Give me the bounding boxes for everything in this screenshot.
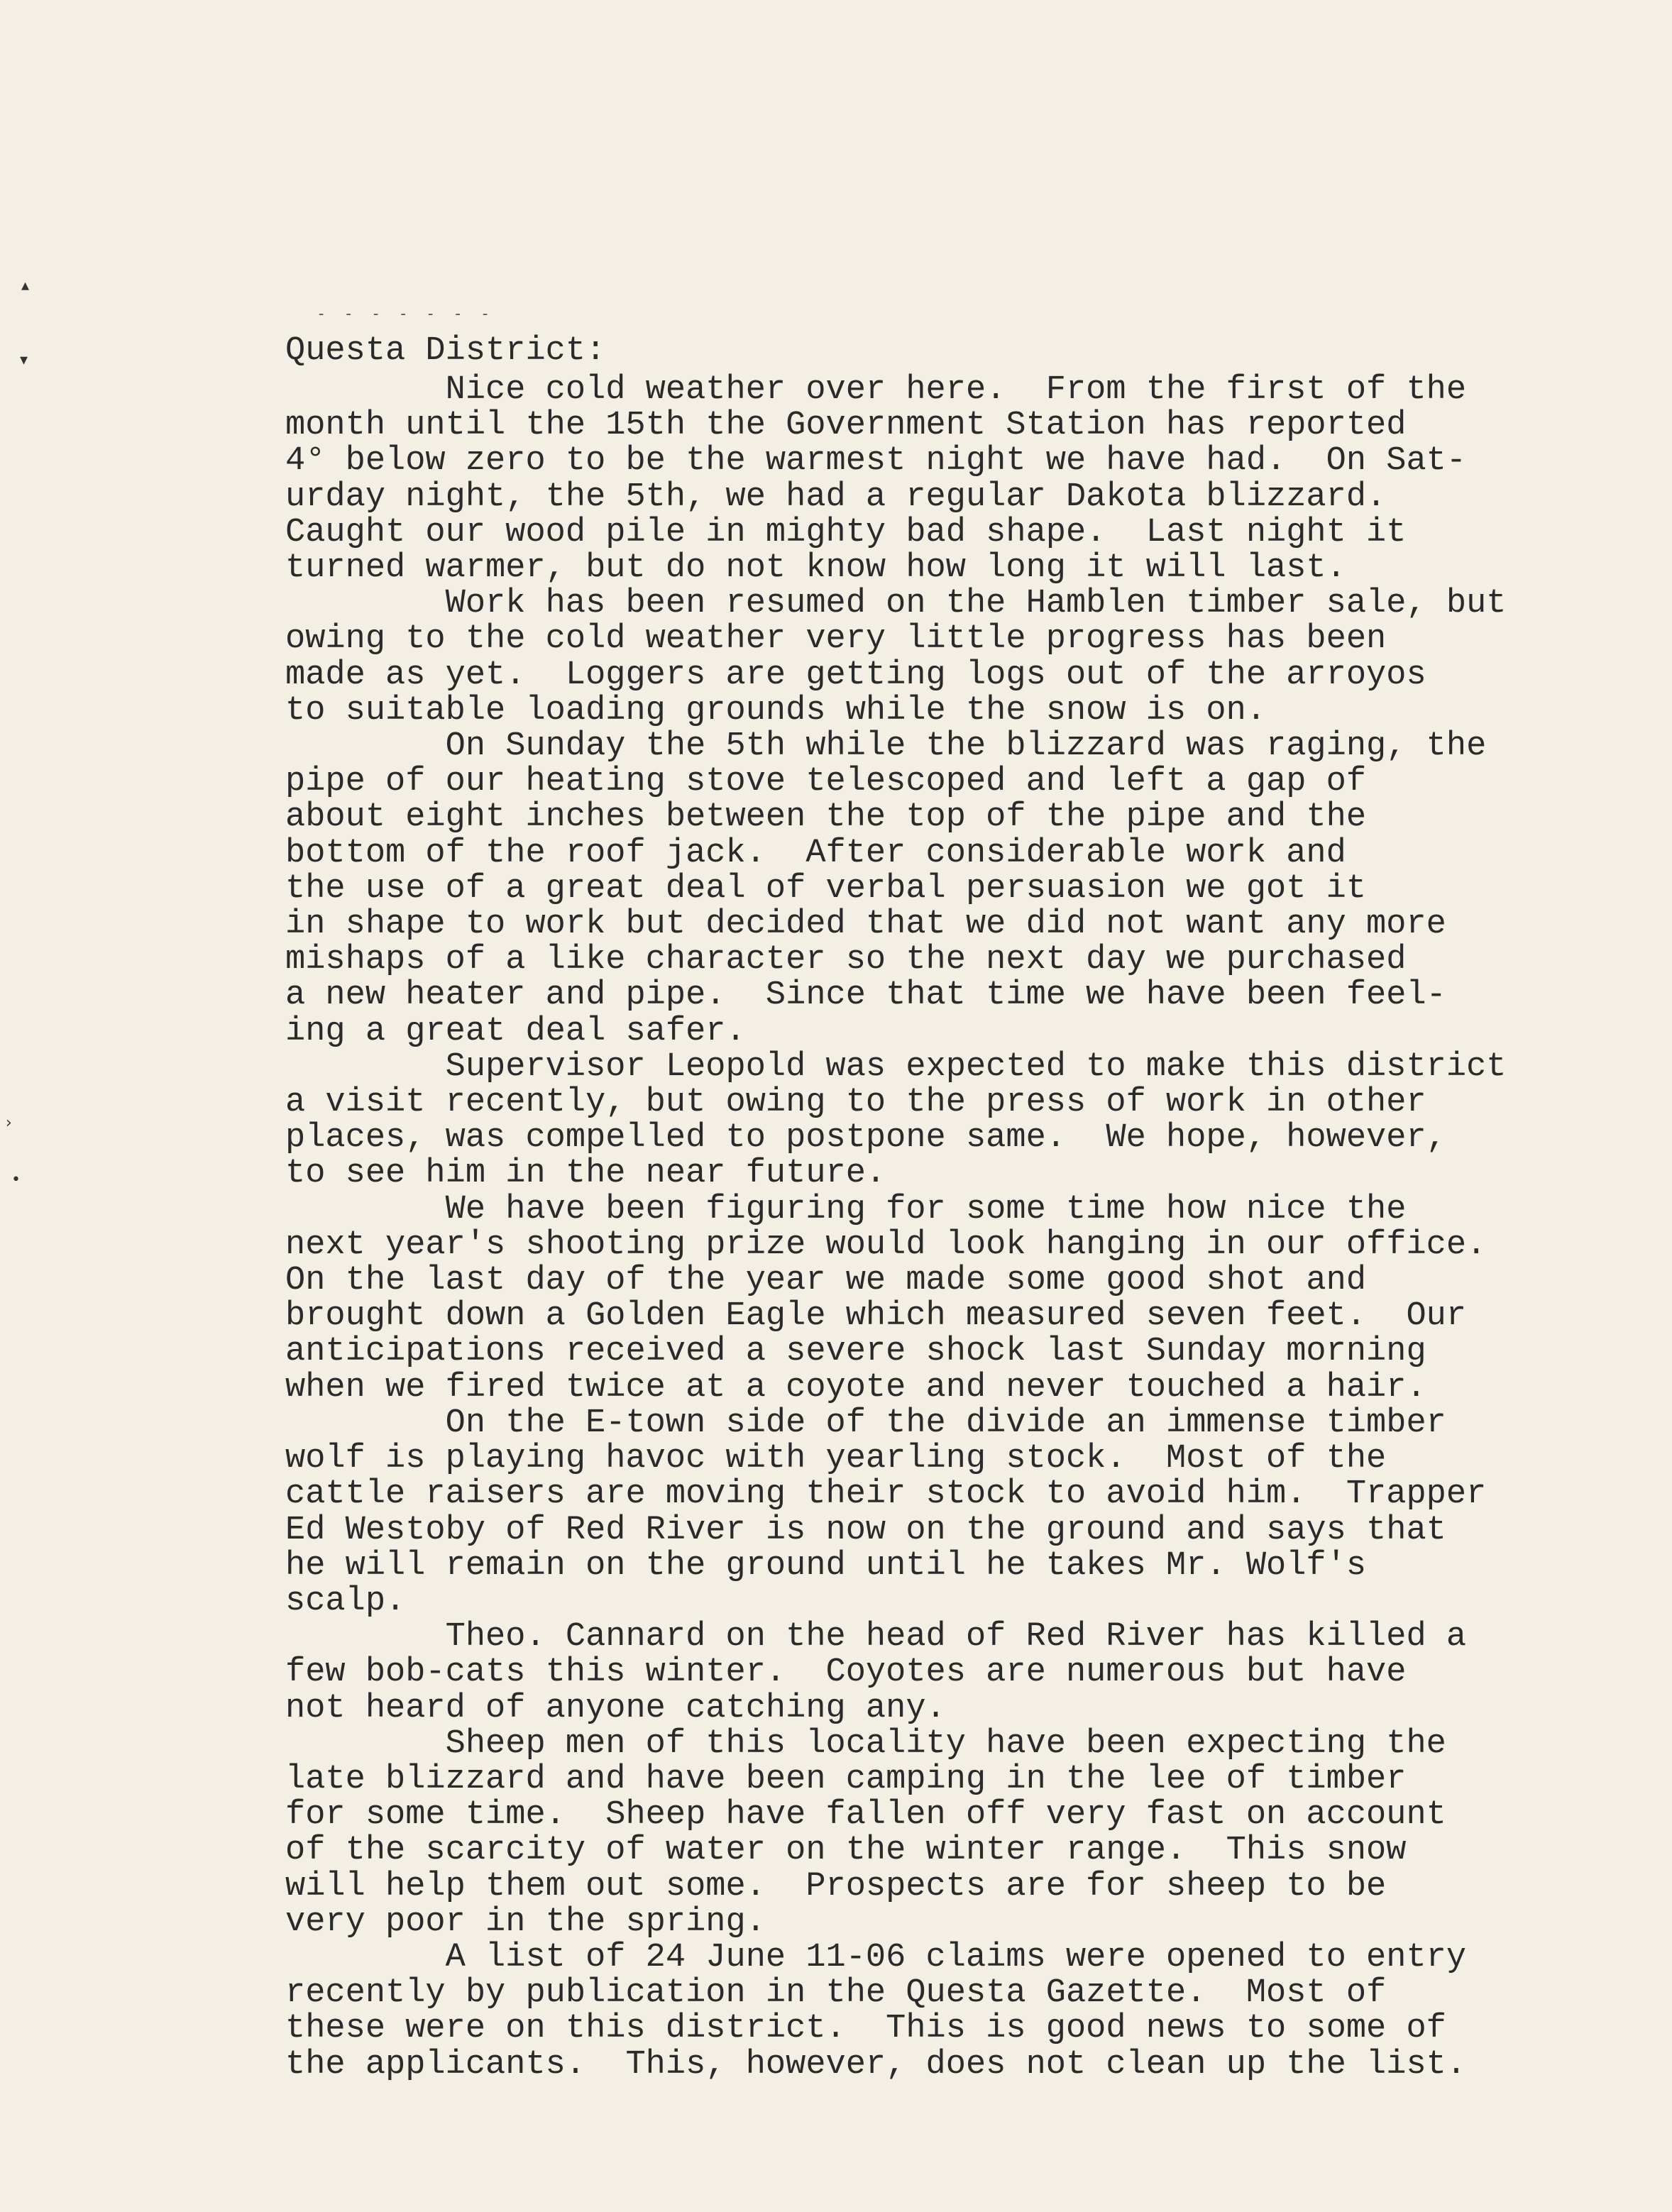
text-line: month until the 15th the Government Station has reported bbox=[285, 407, 1407, 445]
text-line: Sheep men of this locality have been expecting the bbox=[285, 1724, 1446, 1763]
text-line: of the scarcity of water on the winter range. This snow bbox=[285, 1832, 1407, 1870]
text-line: pipe of our heating stove telescoped and left a gap of bbox=[285, 763, 1367, 801]
text-line: owing to the cold weather very little progress has been bbox=[285, 620, 1387, 659]
text-line: A list of 24 June 11-06 claims were opened to entry bbox=[285, 1938, 1467, 1976]
text-line: very poor in the spring. bbox=[285, 1903, 766, 1941]
text-line: he will remain on the ground until he takes Mr. Wolf's bbox=[285, 1546, 1367, 1585]
text-line: made as yet. Loggers are getting logs out of the arroyos bbox=[285, 656, 1426, 694]
text-line: Work has been resumed on the Hamblen timber sale, but bbox=[285, 585, 1507, 623]
text-line: Theo. Cannard on the head of Red River has killed a bbox=[285, 1618, 1467, 1656]
margin-mark-icon: • bbox=[11, 1171, 21, 1189]
text-line: anticipations received a severe shock last Sunday morning bbox=[285, 1333, 1426, 1371]
text-line: mishaps of a like character so the next day we purchased bbox=[285, 941, 1407, 979]
text-line: bottom of the roof jack. After considerable work and bbox=[285, 834, 1346, 872]
district-heading: Questa District: bbox=[285, 332, 606, 370]
text-line: for some time. Sheep have fallen off very fast on account bbox=[285, 1796, 1446, 1834]
text-line: Caught our wood pile in mighty bad shape. Last night it bbox=[285, 513, 1407, 551]
text-line: urday night, the 5th, we had a regular Dakota blizzard. bbox=[285, 478, 1387, 516]
text-line: few bob-cats this winter. Coyotes are numerous but have bbox=[285, 1654, 1407, 1692]
text-line: On the E-town side of the divide an immense timber bbox=[285, 1404, 1446, 1442]
text-line: ing a great deal safer. bbox=[285, 1012, 746, 1050]
text-line: Supervisor Leopold was expected to make this district bbox=[285, 1047, 1507, 1086]
margin-mark-icon: ▴ bbox=[21, 277, 30, 295]
report-body bbox=[285, 373, 1627, 2083]
text-line: 4° below zero to be the warmest night we have had. On Sat- bbox=[285, 442, 1467, 480]
text-line: these were on this district. This is good news to some of bbox=[285, 2010, 1446, 2048]
text-line: not heard of anyone catching any. bbox=[285, 1689, 946, 1727]
text-line: the use of a great deal of verbal persuasion we got it bbox=[285, 869, 1367, 908]
text-line: a visit recently, but owing to the press of work in other bbox=[285, 1084, 1426, 1122]
text-line: late blizzard and have been camping in the lee of timber bbox=[285, 1760, 1407, 1798]
margin-mark-icon: ▾ bbox=[20, 351, 28, 369]
text-line: Nice cold weather over here. From the first of the bbox=[285, 371, 1467, 409]
text-line: a new heater and pipe. Since that time we have been feel- bbox=[285, 976, 1446, 1015]
text-line: recently by publication in the Questa Gazette. Most of bbox=[285, 1974, 1387, 2013]
text-line: Ed Westoby of Red River is now on the ground and says that bbox=[285, 1511, 1446, 1549]
text-line: wolf is playing havoc with yearling stock. Most of the bbox=[285, 1440, 1387, 1478]
text-line: to suitable loading grounds while the snow is on. bbox=[285, 691, 1267, 730]
text-line: turned warmer, but do not know how long it will last. bbox=[285, 549, 1346, 588]
text-line: about eight inches between the top of the pipe and the bbox=[285, 798, 1367, 837]
text-line: to see him in the near future. bbox=[285, 1155, 886, 1193]
text-line: cattle raisers are moving their stock to avoid him. Trapper bbox=[285, 1475, 1487, 1514]
text-line: On Sunday the 5th while the blizzard was raging, the bbox=[285, 727, 1487, 766]
text-line: scalp. bbox=[285, 1582, 406, 1620]
text-line: brought down a Golden Eagle which measured seven feet. Our bbox=[285, 1297, 1467, 1336]
margin-mark-icon: › bbox=[6, 1114, 12, 1132]
text-line: next year's shooting prize would look hanging in our office. bbox=[285, 1226, 1487, 1264]
text-line: On the last day of the year we made some good shot and bbox=[285, 1262, 1367, 1300]
text-line: when we fired twice at a coyote and never touched a hair. bbox=[285, 1368, 1426, 1407]
text-line: in shape to work but decided that we did not want any more bbox=[285, 906, 1446, 944]
text-line: We have been figuring for some time how nice the bbox=[285, 1190, 1407, 1228]
stray-marks: - - - - - - - bbox=[317, 305, 495, 323]
text-line: the applicants. This, however, does not clean up the list. bbox=[285, 2045, 1467, 2084]
text-line: will help them out some. Prospects are for sheep to be bbox=[285, 1867, 1387, 1905]
text-line: places, was compelled to postpone same. We hope, however, bbox=[285, 1119, 1446, 1157]
